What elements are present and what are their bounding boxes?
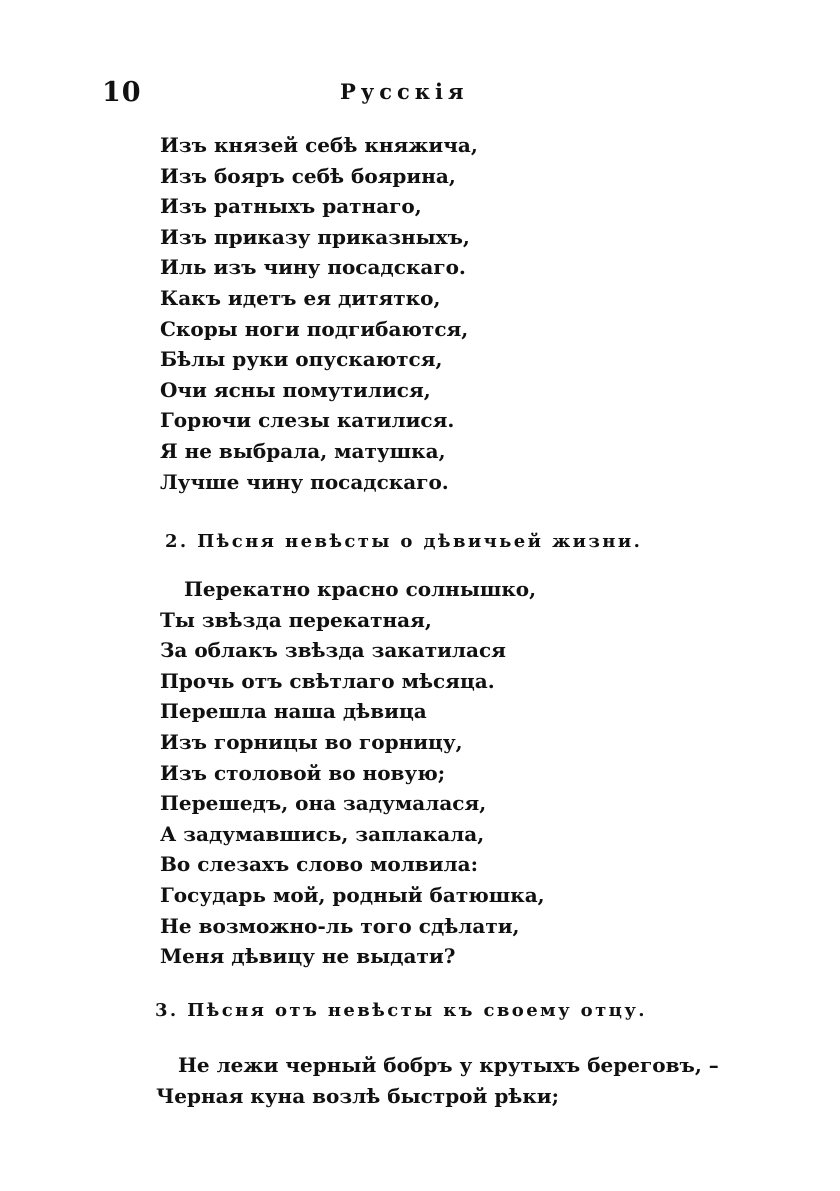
page-number: 10 <box>102 77 142 108</box>
running-head: Русскія <box>340 79 469 104</box>
verse-line: Изъ бояръ себѣ боярина, <box>160 163 456 188</box>
verse-line: Бѣлы руки опускаются, <box>160 347 443 372</box>
verse-line: Меня дѣвицу не выдати? <box>160 944 456 969</box>
verse-line: Перешедъ, она задумалася, <box>160 791 487 816</box>
verse-line: Перешла наша дѣвица <box>160 699 427 724</box>
verse-line: Иль изъ чину посадскаго. <box>160 255 466 280</box>
verse-line: А задумавшись, заплакала, <box>160 821 485 846</box>
verse-line: Во слезахъ слово молвила: <box>160 852 478 877</box>
verse-line: Изъ приказу приказныхъ, <box>160 224 470 249</box>
verse-line: Скоры ноги подгибаются, <box>160 316 469 341</box>
song-1-continuation <box>160 130 478 497</box>
verse-line: Очи ясны помутилися, <box>160 377 431 402</box>
verse-line: Прочь отъ свѣтлаго мѣсяца. <box>160 668 495 693</box>
song-3-title: 3. Пѣсня отъ невѣсты къ своему отцу. <box>155 1000 647 1021</box>
verse-line: Изъ столовой во новую; <box>160 760 446 785</box>
song-2-verse <box>160 574 545 972</box>
verse-line: Я не выбрала, матушка, <box>160 438 446 463</box>
verse-line: Какъ идетъ ея дитятко, <box>160 285 441 310</box>
verse-line: Изъ горницы во горницу, <box>160 729 463 754</box>
verse-line: Лучше чину посадскаго. <box>160 469 449 494</box>
verse-line: Перекатно красно солнышко, <box>184 577 537 601</box>
verse-line: Изъ князей себѣ княжича, <box>160 133 478 157</box>
verse-line: Не лежи черный бобръ у крутыхъ береговъ, – <box>178 1053 719 1077</box>
song-2-title: 2. Пѣсня невѣсты о дѣвичьей жизни. <box>165 531 643 552</box>
verse-line: Не возможно-ль того сдѣлати, <box>160 913 520 938</box>
verse-line: Ты звѣзда перекатная, <box>160 607 432 632</box>
verse-line: За облакъ звѣзда закатилася <box>160 638 506 663</box>
song-3-verse <box>156 1050 719 1111</box>
verse-line: Черная куна возлѣ быстрой рѣки; <box>156 1083 560 1108</box>
verse-line: Изъ ратныхъ ратнаго, <box>160 194 422 219</box>
verse-line: Горючи слезы катилися. <box>160 408 455 433</box>
verse-line: Государь мой, родный батюшка, <box>160 882 545 907</box>
